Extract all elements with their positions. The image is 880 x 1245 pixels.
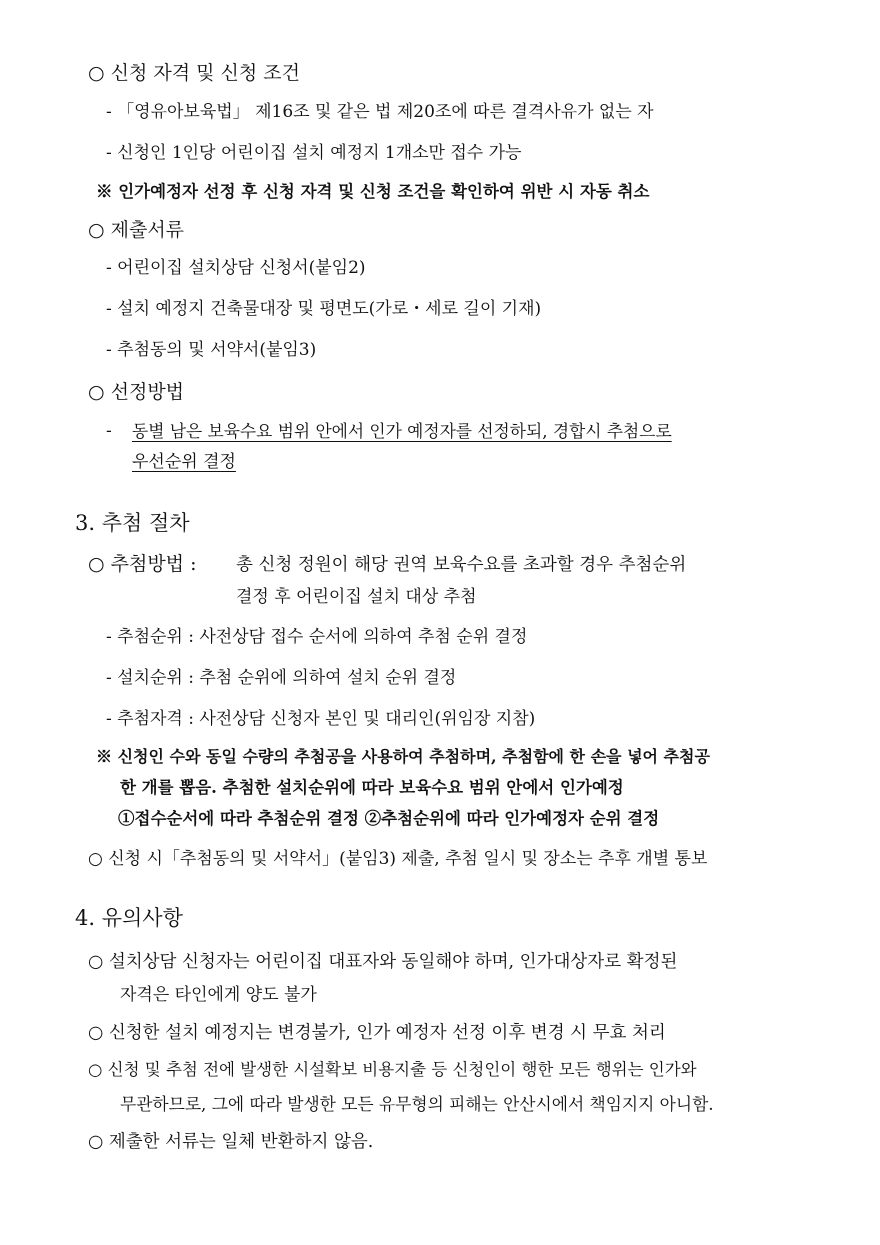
lottery-note-line-1: ※ 신청인 수와 동일 수량의 추첨공을 사용하여 추첨하며, 추첨함에 한 손을 넣어 추첨공: [96, 747, 710, 766]
qualification-note: ※ 인가예정자 선정 후 신청 자격 및 신청 조건을 확인하여 위반 시 자동 취소: [96, 182, 650, 201]
caution-item-2: ○ 신청한 설치 예정지는 변경불가, 인가 예정자 선정 이후 변경 시 무효 처리: [88, 1023, 666, 1043]
selection-method-line-1: 동별 남은 보육수요 범위 안에서 인가 예정자를 선정하되, 경합시 추첨으로: [132, 421, 672, 441]
lottery-order-item: - 추첨순위 : 사전상담 접수 순서에 의하여 추첨 순위 결정: [106, 627, 528, 647]
document-item-2: - 설치 예정지 건축물대장 및 평면도(가로・세로 길이 기재): [106, 299, 542, 319]
caution-item-1-line-2: 자격은 타인에게 양도 불가: [120, 985, 317, 1005]
install-order-item: - 설치순위 : 추첨 순위에 의하여 설치 순위 결정: [106, 668, 457, 688]
lottery-method-line-2: 결정 후 어린이집 설치 대상 추첨: [236, 587, 477, 607]
selection-method-line-2: 우선순위 결정: [132, 452, 236, 472]
selection-method-dash: -: [106, 421, 112, 441]
document-item-1: - 어린이집 설치상담 신청서(붙임2): [106, 258, 366, 278]
caution-item-3-line-1: ○ 신청 및 추첨 전에 발생한 시설확보 비용지출 등 신청인이 행한 모든 행위는 인가와: [88, 1060, 697, 1079]
caution-item-1-line-1: ○ 설치상담 신청자는 어린이집 대표자와 동일해야 하며, 인가대상자로 확정된: [88, 952, 678, 972]
lottery-eligibility-item: - 추첨자격 : 사전상담 신청자 본인 및 대리인(위임장 지참): [106, 709, 536, 729]
selection-method-heading: ○ 선정방법: [88, 381, 185, 403]
lottery-note-line-2: 한 개를 뽑음. 추첨한 설치순위에 따라 보육수요 범위 안에서 인가예정: [120, 778, 624, 797]
documents-heading: ○ 제출서류: [88, 219, 185, 241]
lottery-method-label: ○ 추첨방법 :: [88, 553, 197, 575]
section-4-heading: 4. 유의사항: [75, 906, 183, 930]
qualification-item-2: - 신청인 1인당 어린이집 설치 예정지 1개소만 접수 가능: [106, 143, 522, 163]
caution-item-3-line-2: 무관하므로, 그에 따라 발생한 모든 유무형의 피해는 안산시에서 책임지지 아니함.: [120, 1094, 714, 1114]
lottery-note-line-3: ①접수순서에 따라 추첨순위 결정 ②추첨순위에 따라 인가예정자 순위 결정: [118, 809, 660, 828]
document-item-3: - 추첨동의 및 서약서(붙임3): [106, 340, 317, 360]
lottery-method-line-1: 총 신청 정원이 해당 권역 보육수요를 초과할 경우 추첨순위: [236, 555, 687, 575]
qualification-item-1: - 「영유아보육법」 제16조 및 같은 법 제20조에 따른 결격사유가 없는 자: [106, 102, 654, 122]
qualification-heading: ○ 신청 자격 및 신청 조건: [88, 62, 300, 84]
submission-notice: ○ 신청 시「추첨동의 및 서약서」(붙임3) 제출, 추첨 일시 및 장소는 추후 개별 통보: [88, 849, 708, 869]
caution-item-4: ○ 제출한 서류는 일체 반환하지 않음.: [88, 1132, 374, 1152]
section-3-heading: 3. 추첨 절차: [75, 511, 190, 535]
